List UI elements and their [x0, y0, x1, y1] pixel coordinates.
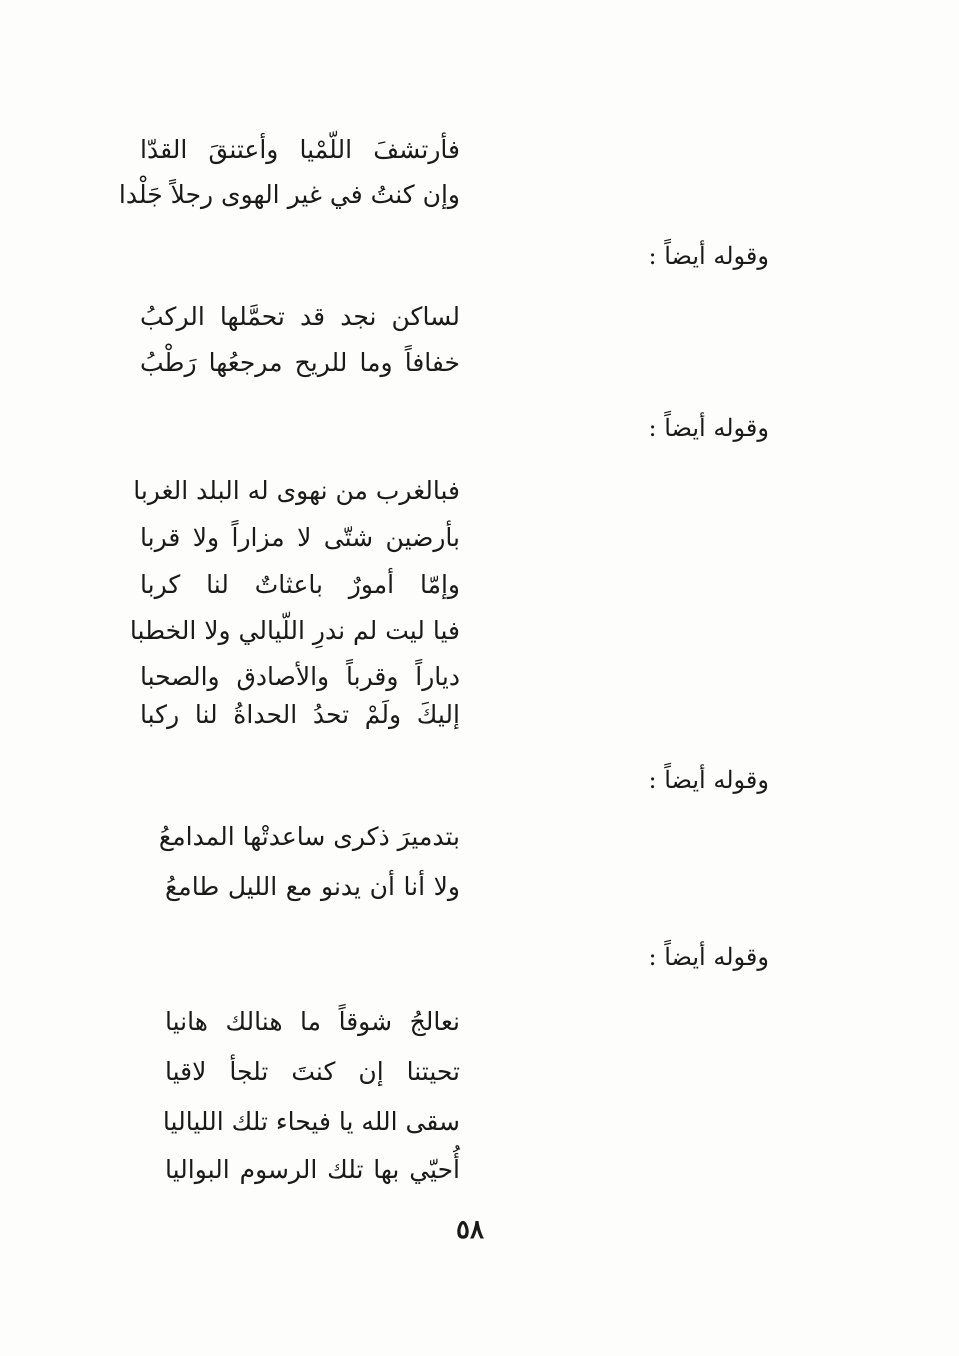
verse-second-hemistich: فبالغرب من نهوى له البلد الغربا	[133, 476, 460, 505]
verse-second-hemistich: أُحيّي بها تلك الرسوم البواليا	[165, 1155, 460, 1184]
verse-second-hemistich: فأرتشفَ اللّمْيا وأعتنقَ القدّا	[140, 135, 460, 164]
verse-second-hemistich: وإن كنتُ في غير الهوى رجلاً جَلْدا	[118, 180, 460, 209]
verse-second-hemistich: وإمّا أمورٌ باعثاتٌ لنا كربا	[140, 570, 460, 599]
verse-second-hemistich: لساكن نجد قد تحمَّلها الركبُ	[140, 302, 460, 331]
page-number: ٥٨	[456, 1215, 484, 1245]
verse-second-hemistich: دياراً وقرباً والأصادق والصحبا	[140, 662, 460, 691]
verse-second-hemistich: تحيتنا إن كنتَ تلجأ لاقيا	[165, 1057, 460, 1086]
verse-second-hemistich: ولا أنا أن يدنو مع الليل طامعُ	[165, 872, 460, 901]
section-heading: وقوله أيضاً :	[648, 414, 769, 442]
verse-second-hemistich: نعالجُ شوقاً ما هنالك هانيا	[165, 1007, 460, 1036]
verse-second-hemistich: سقى الله يا فيحاء تلك اللياليا	[162, 1107, 460, 1136]
verse-second-hemistich: بتدميرَ ذكرى ساعدتْها المدامعُ	[158, 822, 460, 851]
verse-second-hemistich: فيا ليت لم ندرِ اللّيالي ولا الخطبا	[129, 616, 460, 645]
section-heading: وقوله أيضاً :	[648, 766, 769, 794]
section-heading: وقوله أيضاً :	[648, 943, 769, 971]
verse-second-hemistich: بأرضين شتّى لا مزاراً ولا قربا	[140, 523, 460, 552]
section-heading: وقوله أيضاً :	[648, 242, 769, 270]
verse-second-hemistich: خفافاً وما للريح مرجعُها رَطْبُ	[140, 348, 460, 377]
verse-second-hemistich: إليكَ ولَمْ تحدُ الحداةُ لنا ركبا	[140, 700, 460, 729]
